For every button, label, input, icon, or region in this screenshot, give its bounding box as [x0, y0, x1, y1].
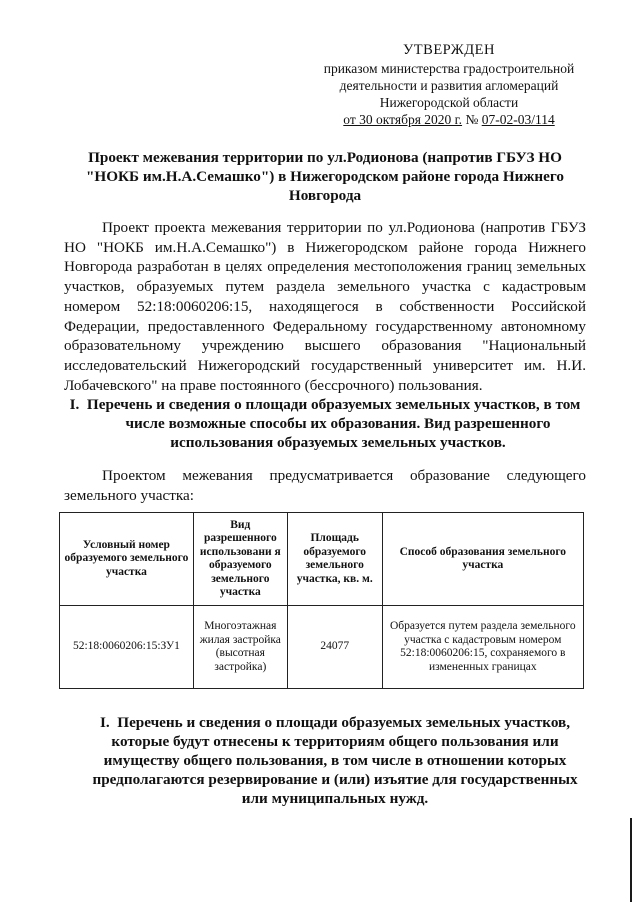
cell-formation-method: Образуется путем раздела земельного участка с кадастровым номером 52:18:0060206:15, сохраняемого в измененных границах: [382, 606, 583, 689]
lead-paragraph: Проектом межевания предусматривается образование следующего земельного участка:: [64, 467, 586, 504]
table-row: [60, 606, 584, 689]
table-header-row: [60, 513, 584, 606]
cell-permitted-use: Многоэтажная жилая застройка (высотная застройка): [193, 606, 287, 689]
approval-heading: УТВЕРЖДЕН: [403, 42, 495, 58]
approval-date: от 30 октября 2020 г.: [343, 112, 463, 127]
section-1-number: I.: [69, 396, 80, 413]
approval-stamp: [318, 42, 580, 128]
section-1-line-3: использования образуемых земельных участков.: [170, 434, 506, 451]
approval-line-3: Нижегородской области: [379, 95, 519, 110]
intro-paragraph: Проект проекта межевания территории по ул.Родионова (напротив ГБУЗ НО "НОКБ им.Н.А.Семашко") в Нижегородском районе города Нижнего Новгорода разработан в целях определения местоположения границ земельных участков, образуемых путем раздела земельного участка с кадастровым номером 52:18:0060206:15, находящегося в собственности Российской Федерации, предоставленного Федеральному государственному автономному образовательному учреждению высшего образования "Национальный исследовательский Нижегородский государственный университет им. Н.И. Лобачевского" на праве постоянного (бессрочного) пользования.: [64, 219, 586, 394]
approval-line-1: приказом министерства градостроительной: [323, 61, 575, 76]
scan-edge-line: [630, 818, 632, 902]
col-header-permitted-use: Вид разрешенного использовани я образуемого земельного участка: [193, 513, 287, 606]
cell-area: 24077: [287, 606, 382, 689]
approval-number: 07-02-03/114: [481, 112, 555, 127]
section-2-line-3: имуществу общего пользования, в том числе в отношении которых: [103, 752, 567, 769]
col-header-area: Площадь образуемого земельного участка, кв. м.: [287, 513, 382, 606]
cell-parcel-id: 52:18:0060206:15:ЗУ1: [60, 606, 194, 689]
document-title: Проект межевания территории по ул.Родионова (напротив ГБУЗ НО "НОКБ им.Н.А.Семашко") в Нижегородском районе города Нижнего Новгорода: [85, 149, 565, 204]
section-1-line-1: I. Перечень и сведения о площади образуемых земельных участков, в том: [69, 396, 581, 413]
col-header-formation-method: Способ образования земельного участка: [382, 513, 583, 606]
approval-line-2: деятельности и развития агломераций: [339, 78, 559, 93]
approval-reference: от 30 октября 2020 г. № 07-02-03/114: [343, 112, 555, 127]
section-2-number: I.: [99, 714, 110, 731]
section-2-line-1: I. Перечень и сведения о площади образуемых земельных участков,: [99, 714, 571, 731]
parcels-table: [59, 512, 584, 689]
col-header-parcel-id: Условный номер образуемого земельного участка: [60, 513, 194, 606]
section-2-heading: [84, 713, 586, 808]
section-1-heading: [64, 395, 586, 452]
section-1-line-2: числе возможные способы их образования. Вид разрешенного: [125, 415, 551, 432]
section-2-line-2: которые будут отнесены к территориям общего пользования или: [111, 733, 559, 750]
section-2-line-5: или муниципальных нужд.: [241, 790, 429, 807]
section-2-line-4: предполагаются резервирование и (или) изъятие для государственных: [92, 771, 578, 788]
